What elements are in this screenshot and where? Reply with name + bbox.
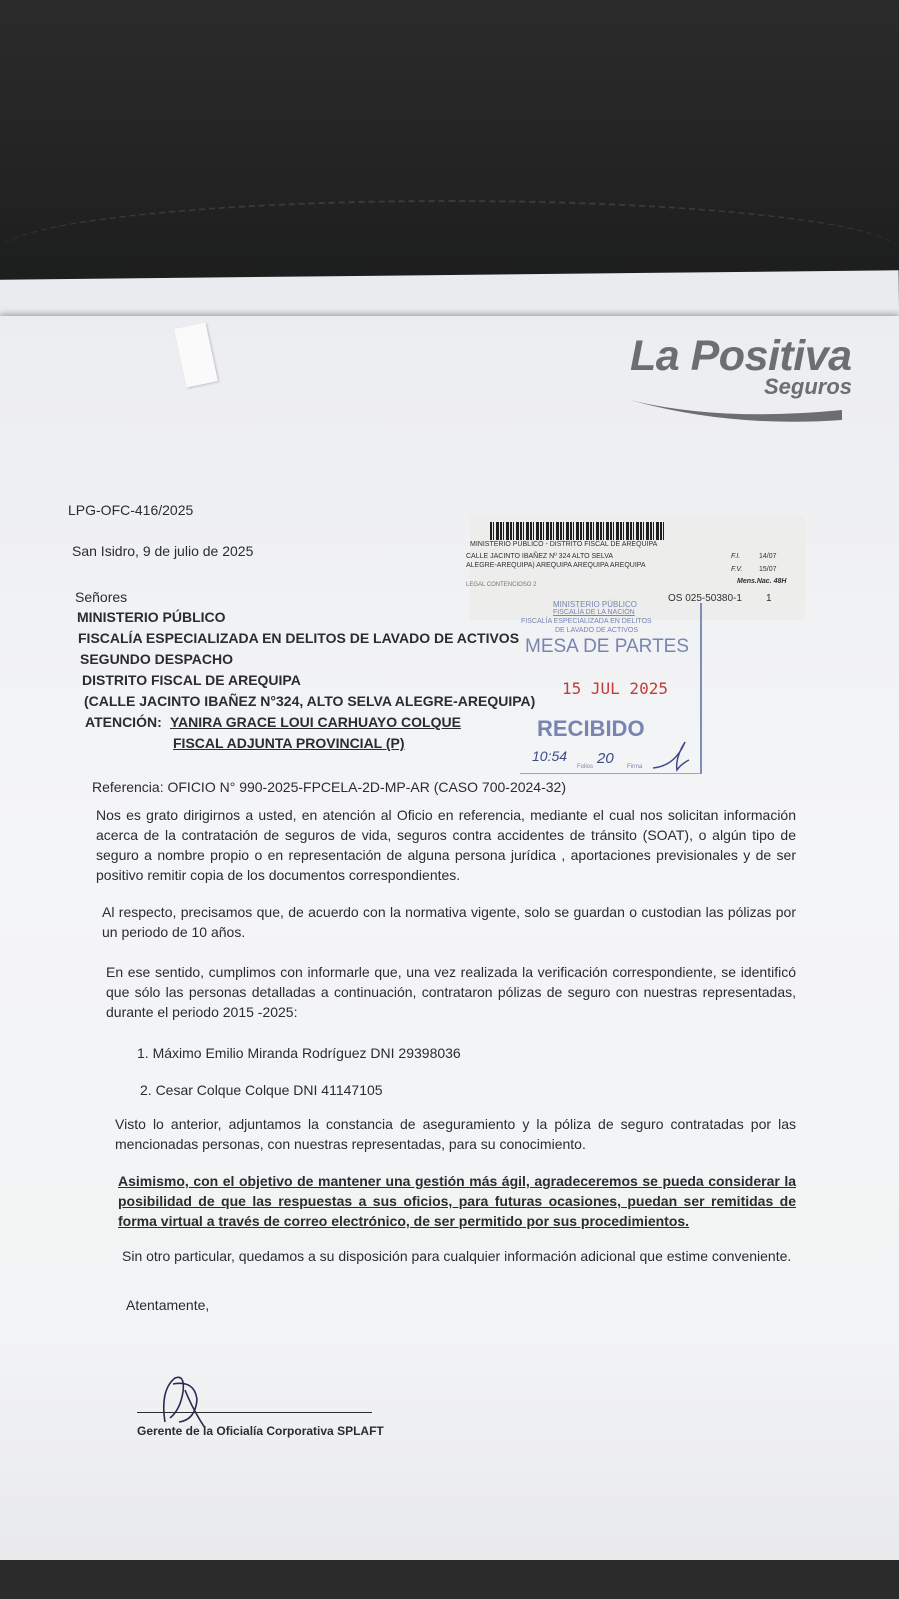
paragraph-3: En ese sentido, cumplimos con informarle que, una vez realizada la verificación correspondiente, se identificó que sólo las personas detalladas a continuación, contrataron pólizas de seguro con nuestras representadas, durante el periodo 2015 -2025: <box>106 964 796 1020</box>
barcode <box>490 522 665 540</box>
stamp-hora: 10:54 <box>532 748 568 764</box>
background-bottom <box>0 1560 899 1599</box>
stamp-date: 15 JUL 2025 <box>562 679 668 698</box>
handwritten-signature <box>135 1370 215 1430</box>
label-fv: F.V. <box>731 566 743 573</box>
logo-swoosh-icon <box>630 392 845 422</box>
paragraph-4: Visto lo anterior, adjuntamos la constancia de aseguramiento y la póliza de seguro contratadas por las mencionadas personas, con nuestras representadas, para su conocimiento. <box>115 1116 796 1152</box>
label-line-1: MINISTERIO PÚBLICO - DISTRITO FISCAL DE AREQUIPA <box>470 541 658 548</box>
signer-title: Gerente de la Oficialía Corporativa SPLAFT <box>137 1424 384 1438</box>
paragraph-2: Al respecto, precisamos que, de acuerdo con la normativa vigente, solo se guardan o custodian las pólizas por un periodo de 10 años. <box>102 904 796 940</box>
label-mens: Mens.Nac. 48H <box>737 578 787 585</box>
label-line-3: ALEGRE-AREQUIPA) AREQUIPA AREQUIPA AREQUIPA <box>466 562 646 569</box>
reference-line: Referencia: OFICIO N° 990-2025-FPCELA-2D-MP-AR (CASO 700-2024-32) <box>92 779 566 795</box>
stamp-line-4: DE LAVADO DE ACTIVOS <box>555 627 638 634</box>
salutation: Señores <box>75 589 128 605</box>
label-os: OS 025-50380-1 <box>668 593 742 604</box>
paragraph-6: Sin otro particular, quedamos a su disposición para cualquier información adicional que estime conveniente. <box>122 1248 792 1264</box>
stamp-line-3: FISCALÍA ESPECIALIZADA EN DELITOS <box>521 618 652 625</box>
stamp-firma-label: Firma <box>627 764 643 770</box>
stamp-folios-label: Folios <box>577 764 594 770</box>
logo-sub: Seguros <box>764 374 853 399</box>
label-legal: LEGAL CONTENCIOSO 2 <box>466 582 537 588</box>
recipient-line-1: MINISTERIO PÚBLICO <box>77 609 226 625</box>
stamp-initials-icon <box>645 738 695 778</box>
signature-line <box>137 1412 372 1413</box>
paragraph-5: Asimismo, con el objetivo de mantener una gestión más ágil, agradeceremos se pueda considerar la posibilidad de que las respuestas a sus oficios, para futuras ocasiones, puedan ser remitidas de forma virtual a través de correo electrónico, de ser permitido por sus procedimientos. <box>118 1173 796 1229</box>
closing: Atentamente, <box>126 1297 210 1313</box>
label-line-2: CALLE JACINTO IBAÑEZ Nº 324 ALTO SELVA <box>466 553 614 560</box>
label-fv-value: 15/07 <box>759 566 777 573</box>
place-date: San Isidro, 9 de julio de 2025 <box>72 543 254 559</box>
paragraph-1: Nos es grato dirigirnos a usted, en atención al Oficio en referencia, mediante el cual nos solicitan información acerca de la contratación de seguros de vida, seguros contra accidentes de tránsito (SOAT), o algún tipo de seguro a nombre propio o en representación de alguna persona jurídica , aportaciones previsionales y de ser positivo remitir copia de los documentos correspondientes. <box>96 807 796 883</box>
logo-name: La Positiva <box>630 332 852 380</box>
reference-code: LPG-OFC-416/2025 <box>68 502 194 518</box>
stamp-line-2: FISCALÍA DE LA NACIÓN <box>553 609 635 616</box>
person-item-1: 1. Máximo Emilio Miranda Rodríguez DNI 29398036 <box>137 1045 461 1061</box>
label-os-count: 1 <box>766 593 772 604</box>
stamp-line-1: MINISTERIO PÚBLICO <box>553 600 638 609</box>
recipient-line-2: FISCALÍA ESPECIALIZADA EN DELITOS DE LAVADO DE ACTIVOS <box>78 630 520 646</box>
label-fi: F.I. <box>731 553 741 560</box>
stamp-mesa: MESA DE PARTES <box>525 636 690 657</box>
recipient-line-3: SEGUNDO DESPACHO <box>80 651 233 667</box>
stamp-folios: 20 <box>597 750 614 767</box>
attention-label: ATENCIÓN: <box>85 714 162 730</box>
recipient-line-4: DISTRITO FISCAL DE AREQUIPA <box>82 672 301 688</box>
attention-role: FISCAL ADJUNTA PROVINCIAL (P) <box>173 735 405 751</box>
person-item-2: 2. Cesar Colque Colque DNI 41147105 <box>140 1082 383 1098</box>
company-logo <box>630 332 870 432</box>
label-fi-value: 14/07 <box>759 553 777 560</box>
stamp-recibido: RECIBIDO <box>537 716 645 741</box>
recipient-line-5: (CALLE JACINTO IBAÑEZ N°324, ALTO SELVA ALEGRE-AREQUIPA) <box>84 693 536 709</box>
attention-name: YANIRA GRACE LOUI CARHUAYO COLQUE <box>170 714 461 730</box>
